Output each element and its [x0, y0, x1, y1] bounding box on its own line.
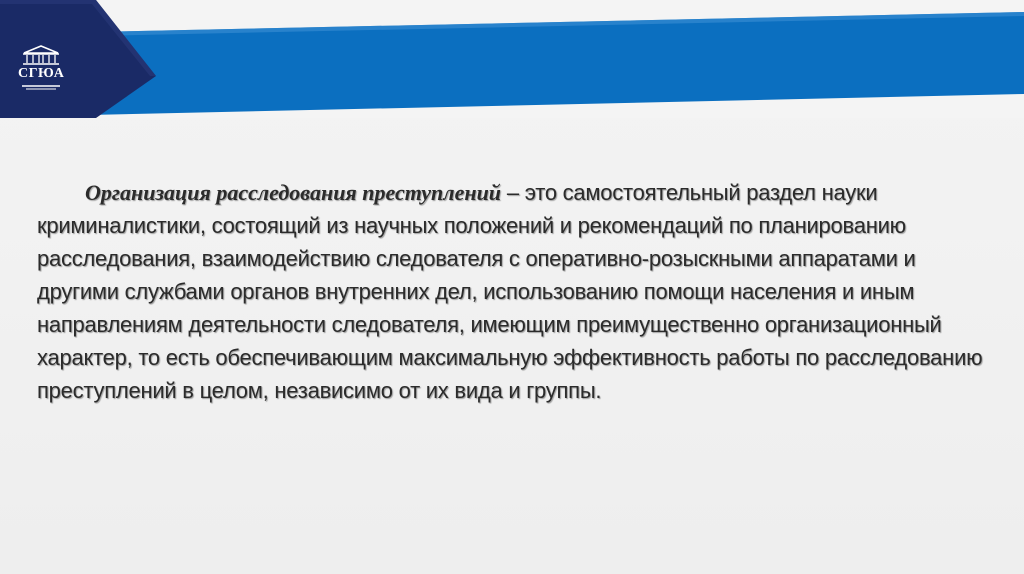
header-band [0, 0, 1024, 118]
building-icon [18, 44, 64, 68]
definition-paragraph [37, 176, 999, 407]
header-band-graphic [0, 0, 1024, 118]
logo-text: СГЮА [18, 66, 65, 81]
logo [18, 44, 64, 96]
definition-body: – это самостоятельный раздел науки криминалистики, состоящий из научных положений и рекомендаций по планированию расследования, взаимодействию следователя с оперативно-розыскными аппаратами и другими службами органов внутренних дел, использованию помощи населения и иным направлениям деятельности следователя, имеющим преимущественно организационный характер, то есть обеспечивающим максимальную эффективность работы по расследованию преступлений в целом, независимо от их вида и группы. [37, 180, 983, 403]
logo-base-line [18, 84, 64, 92]
definition-text-block [37, 176, 999, 407]
definition-term: Организация расследования преступлений [85, 180, 502, 205]
